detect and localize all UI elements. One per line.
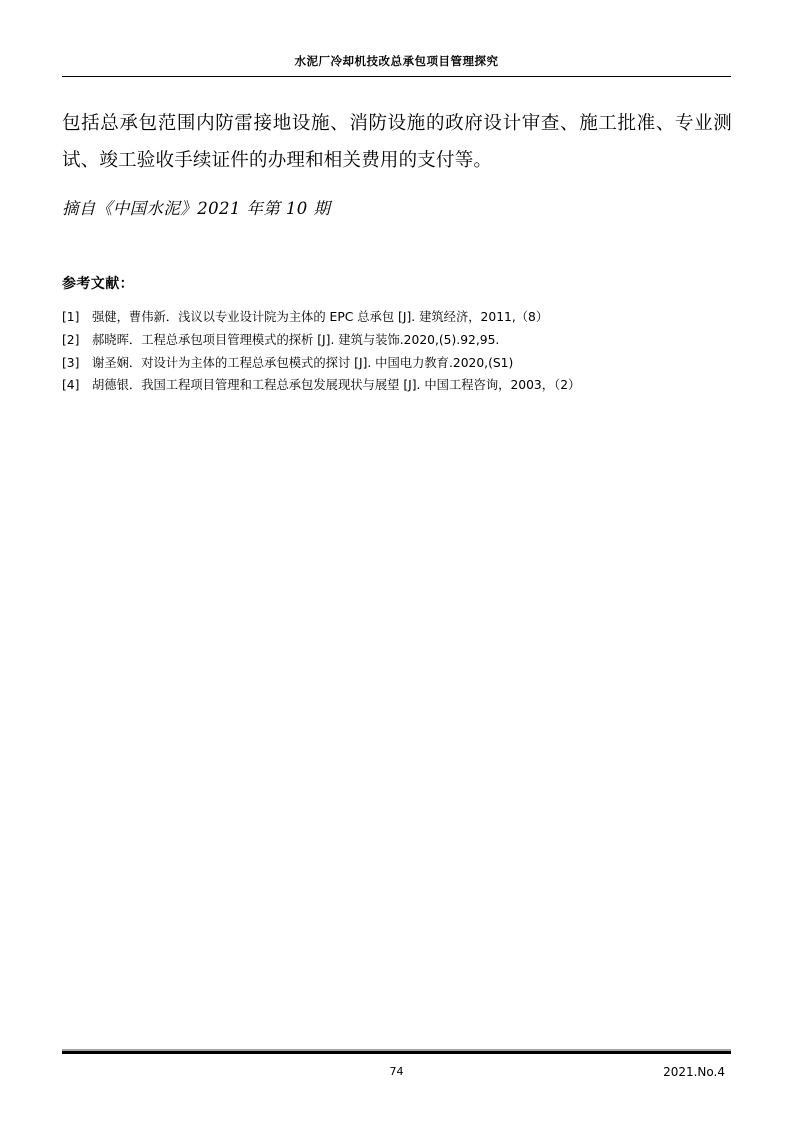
header-divider	[62, 76, 731, 77]
reference-number: [4]	[62, 378, 80, 393]
reference-number: [3]	[62, 355, 80, 370]
footer-divider	[62, 1051, 731, 1054]
source-citation: 摘自《中国水泥》2021 年第 10 期	[62, 198, 331, 218]
running-header-title: 水泥厂冷却机技改总承包项目管理探究	[294, 54, 499, 68]
list-item	[62, 379, 732, 391]
references-list	[62, 311, 732, 402]
reference-text: 强健，曹伟新．浅议以专业设计院为主体的 EPC 总承包 [J]. 建筑经济，2011,（8）	[92, 310, 549, 324]
reference-number: [1]	[62, 310, 80, 324]
reference-text: 胡德银．我国工程项目管理和工程总承包发展现状与展望 [J]. 中国工程咨询，2003，（2）	[92, 378, 581, 393]
list-item	[62, 311, 732, 323]
body-paragraph: 包括总承包范围内防雷接地设施、消防设施的政府设计审查、施工批准、专业测试、竣工验收手续证件的办理和相关费用的支付等。	[62, 112, 732, 171]
page-number: 74	[389, 1065, 404, 1078]
running-header	[62, 52, 731, 70]
list-item	[62, 357, 732, 369]
reference-text: 郝晓晖．工程总承包项目管理模式的探析 [J]. 建筑与装饰.2020,(5).92,95.	[92, 332, 500, 347]
reference-text: 谢圣娴．对设计为主体的工程总承包模式的探讨 [J]. 中国电力教育.2020,(S1)	[92, 355, 514, 370]
references-heading: 参考文献：	[62, 276, 134, 292]
list-item	[62, 334, 732, 346]
issue-label: 2021.No.4	[663, 1065, 725, 1079]
reference-number: [2]	[62, 332, 80, 347]
